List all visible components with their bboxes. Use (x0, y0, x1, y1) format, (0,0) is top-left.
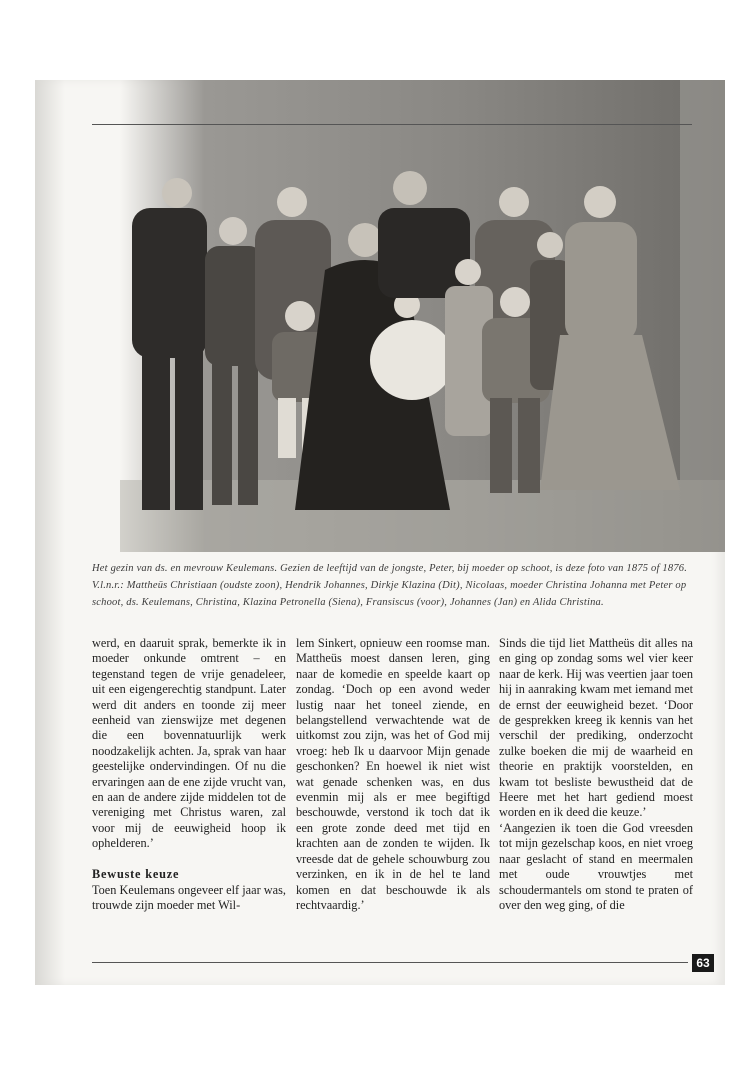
paragraph: werd, en daaruit sprak, bemerkte ik in moeder onkunde omtrent – en tegenstand tegen de vrije genadeleer, uit een eigengerechtig standpunt. Later werd dit anders en toonde zij meer eenheid van zienswijze met degenen die een bovennatuurlijk werk noodzakelijk achten. Ja, sprak van haar geestelijke ondervindingen. Of nu die ervaringen aan de ene zijde vrucht van, en aan de andere zijde middelen tot de vereniging met Christus waren, zal voor mij de eeuwigheid hoop ik ophelderen.’ (92, 636, 286, 851)
paragraph: Toen Keulemans ongeveer elf jaar was, trouwde zijn moeder met Wil- (92, 882, 286, 912)
text-column-1 (92, 636, 286, 913)
paragraph: Sinds die tijd liet Mattheüs dit alles na en ging op zondag soms wel vier keer naar de kerk. Hij was veertien jaar toen hij in aanraking kwam met iemand met de ernst der eeuwigheid bezet. ‘Door de gesprekken kreeg ik kennis van het verschil der prediking, onderzocht zulke boeken die mij de waarheid en theorie en praktijk voorstelden, en kwam tot besliste bewustheid dat de Heere met het hart gediend moest worden en ik deed die keuze.’ (499, 636, 693, 820)
family-photo-figures (120, 80, 725, 552)
page-number: 63 (692, 954, 714, 972)
paragraph: ‘Aangezien ik toen die God vreesden tot mijn gezelschap koos, en niet vroeg naar geslacht of stand en meermalen met oude vrouwtjes met schoudermantels om stond te praten of over den weg ging, of die (499, 820, 693, 912)
top-rule (92, 124, 692, 125)
bottom-rule (92, 962, 688, 963)
spacer (92, 852, 286, 867)
text-column-2 (296, 636, 490, 913)
text-column-3 (499, 636, 693, 913)
spine-shadow (35, 80, 65, 985)
section-heading: Bewuste keuze (92, 867, 180, 882)
paragraph: lem Sinkert, opnieuw een roomse man. Mattheüs moest dansen leren, ging naar de komedie en speelde kaart op zondag. ‘Doch op een avond weder lustig naar het toneel ziende, en belangstellend verwachtende wat de uitkomst zou zijn, was het of God mij vroeg: heb Ik u daarvoor Mijn genade geschonken? En hoewel ik niet wist wat genade schenken was, en dus evenmin mij als er mee begiftigd beschouwde, verstond ik toch dat ik een grote zonde deed met tijd en krachten aan de zonden te wijden. Ik vreesde dat de gehele schouwburg zou verzinken, en ik in de hel te land komen en dat beschouwde ik als rechtvaardig.’ (296, 636, 490, 912)
family-photo (120, 80, 725, 552)
photo-caption: Het gezin van ds. en mevrouw Keulemans. Gezien de leeftijd van de jongste, Peter, bij moeder op schoot, is deze foto van 1875 of 1876. V.l.n.r.: Mattheüs Christiaan (oudste zoon), Hendrik Johannes, Dirkje Klazina (Dit), Nicolaas, moeder Christina Johanna met Peter op schoot, ds. Keulemans, Christina, Klazina Petronella (Siena), Fransiscus (voor), Johannes (Jan) en Alida Christina. (92, 563, 688, 608)
